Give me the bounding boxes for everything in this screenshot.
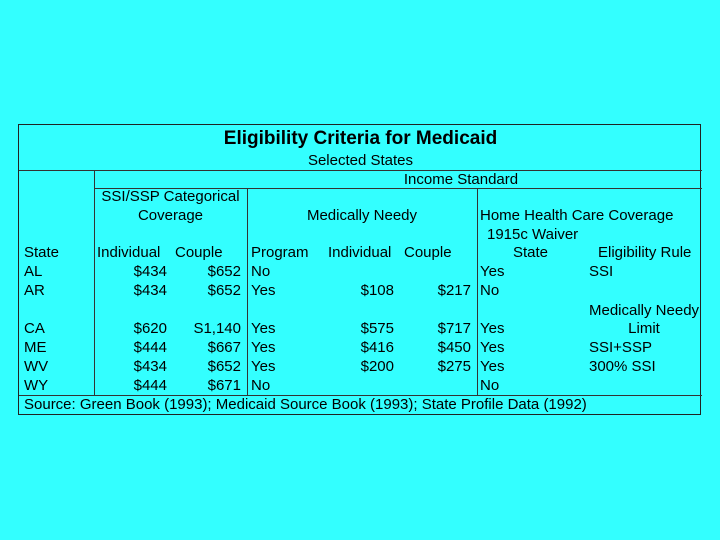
table-title: Eligibility Criteria for Medicaid	[223, 128, 498, 149]
cell-program: Yes	[251, 358, 276, 375]
income-standard-header: Income Standard	[403, 171, 519, 188]
divider-medically-needy	[477, 188, 478, 395]
cell-eligibility-rule: 300% SSI	[589, 358, 656, 375]
col-program: Program	[251, 244, 309, 261]
cell-ssi-couple: $652	[207, 263, 241, 280]
cell-program: Yes	[251, 282, 276, 299]
cell-ssi-individual: $434	[133, 358, 167, 375]
cell-ssi-couple: $671	[207, 377, 241, 394]
col-ssi-couple: Couple	[175, 244, 223, 261]
cell-ssi-couple: $652	[207, 358, 241, 375]
medically-needy-limit-label-1: Medically Needy	[589, 302, 700, 319]
cell-state: AR	[24, 282, 45, 299]
ssi-group-header-1: SSI/SSP Categorical	[101, 188, 240, 205]
cell-hh-state: No	[480, 282, 500, 299]
cell-hh-state: Yes	[480, 339, 505, 356]
rule-under-subtitle	[19, 170, 702, 171]
cell-mn-individual: $575	[360, 320, 394, 337]
cell-mn-individual: $416	[360, 339, 394, 356]
cell-state: CA	[24, 320, 45, 337]
cell-eligibility-rule: SSI	[589, 263, 614, 280]
col-ssi-individual: Individual	[97, 244, 161, 261]
cell-mn-couple: $450	[437, 339, 471, 356]
col-hh-state: State	[513, 244, 549, 261]
cell-state: WY	[24, 377, 49, 394]
cell-program: No	[251, 263, 271, 280]
table-subtitle: Selected States	[307, 152, 414, 169]
col-eligibility-rule: Eligibility Rule	[598, 244, 692, 261]
cell-mn-couple: $217	[437, 282, 471, 299]
cell-ssi-couple: $652	[207, 282, 241, 299]
cell-mn-individual: $108	[360, 282, 394, 299]
cell-ssi-couple: $667	[207, 339, 241, 356]
cell-eligibility-rule: SSI+SSP	[589, 339, 652, 356]
cell-mn-individual: $200	[360, 358, 394, 375]
source-note: Source: Green Book (1993); Medicaid Source Book (1993); State Profile Data (1992)	[24, 396, 587, 413]
cell-state: WV	[24, 358, 49, 375]
cell-hh-state: Yes	[480, 263, 505, 280]
cell-mn-couple: $275	[437, 358, 471, 375]
eligibility-table	[18, 124, 701, 415]
cell-program: Yes	[251, 339, 276, 356]
waiver-header: 1915c Waiver	[487, 226, 579, 243]
medically-needy-limit-label-2: Limit	[628, 320, 660, 337]
cell-ssi-couple: S1,140	[193, 320, 241, 337]
cell-program: No	[251, 377, 271, 394]
cell-ssi-individual: $620	[133, 320, 167, 337]
cell-ssi-individual: $444	[133, 377, 167, 394]
cell-ssi-individual: $434	[133, 282, 167, 299]
cell-hh-state: Yes	[480, 320, 505, 337]
cell-state: ME	[24, 339, 47, 356]
medically-needy-header: Medically Needy	[306, 207, 418, 224]
cell-ssi-individual: $444	[133, 339, 167, 356]
cell-mn-couple: $717	[437, 320, 471, 337]
cell-program: Yes	[251, 320, 276, 337]
cell-hh-state: Yes	[480, 358, 505, 375]
cell-ssi-individual: $434	[133, 263, 167, 280]
col-mn-couple: Couple	[404, 244, 452, 261]
home-health-header: Home Health Care Coverage	[480, 207, 674, 224]
col-mn-individual: Individual	[328, 244, 392, 261]
cell-hh-state: No	[480, 377, 500, 394]
col-state: State	[24, 244, 60, 261]
cell-state: AL	[24, 263, 43, 280]
ssi-group-header-2: Coverage	[137, 207, 204, 224]
